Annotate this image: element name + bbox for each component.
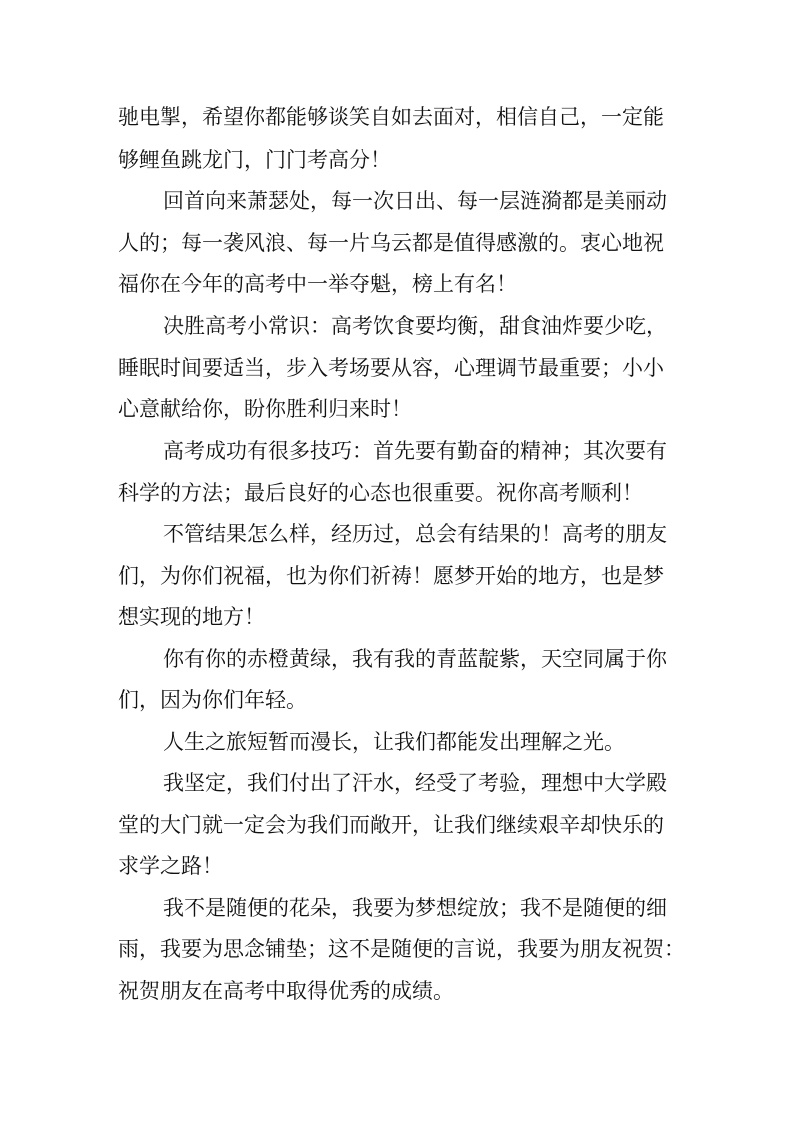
text-line: 人的；每一袭风浪、每一片乌云都是值得感激的。衷心地祝	[118, 231, 664, 255]
text-line: 们，因为你们年轻。	[118, 688, 307, 712]
text-line: 们，为你们祝福，也为你们祈祷！愿梦开始的地方，也是梦	[118, 564, 664, 588]
text-line: 够鲤鱼跳龙门，门门考高分！	[118, 148, 391, 172]
text-line: 雨，我要为思念铺垫；这不是随便的言说，我要为朋友祝贺：	[118, 937, 685, 961]
text-line: 人生之旅短暂而漫长，让我们都能发出理解之光。	[163, 730, 625, 754]
text-line: 回首向来萧瑟处，每一次日出、每一层涟漪都是美丽动	[163, 189, 667, 213]
text-line: 求学之路！	[118, 854, 223, 878]
text-line: 我坚定，我们付出了汗水，经受了考验，理想中大学殿	[163, 771, 667, 795]
text-line: 我不是随便的花朵，我要为梦想绽放；我不是随便的细	[163, 896, 667, 920]
text-line: 决胜高考小常识：高考饮食要均衡，甜食油炸要少吃，	[163, 314, 667, 338]
text-line: 堂的大门就一定会为我们而敞开，让我们继续艰辛却快乐的	[118, 813, 664, 837]
text-line: 福你在今年的高考中一举夺魁，榜上有名！	[118, 272, 517, 296]
text-line: 想实现的地方！	[118, 605, 265, 629]
text-line: 驰电掣，希望你都能够谈笑自如去面对，相信自己，一定能	[118, 105, 664, 129]
text-line: 睡眠时间要适当，步入考场要从容，心理调节最重要；小小	[118, 356, 664, 380]
text-line: 高考成功有很多技巧：首先要有勤奋的精神；其次要有	[163, 439, 667, 463]
text-line: 你有你的赤橙黄绿，我有我的青蓝靛紫，天空同属于你	[163, 647, 667, 671]
text-line: 心意献给你，盼你胜利归来时！	[118, 397, 412, 421]
text-line: 祝贺朋友在高考中取得优秀的成绩。	[118, 979, 454, 1003]
text-line: 不管结果怎么样，经历过，总会有结果的！高考的朋友	[163, 522, 667, 546]
text-line: 科学的方法；最后良好的心态也很重要。祝你高考顺利！	[118, 481, 643, 505]
